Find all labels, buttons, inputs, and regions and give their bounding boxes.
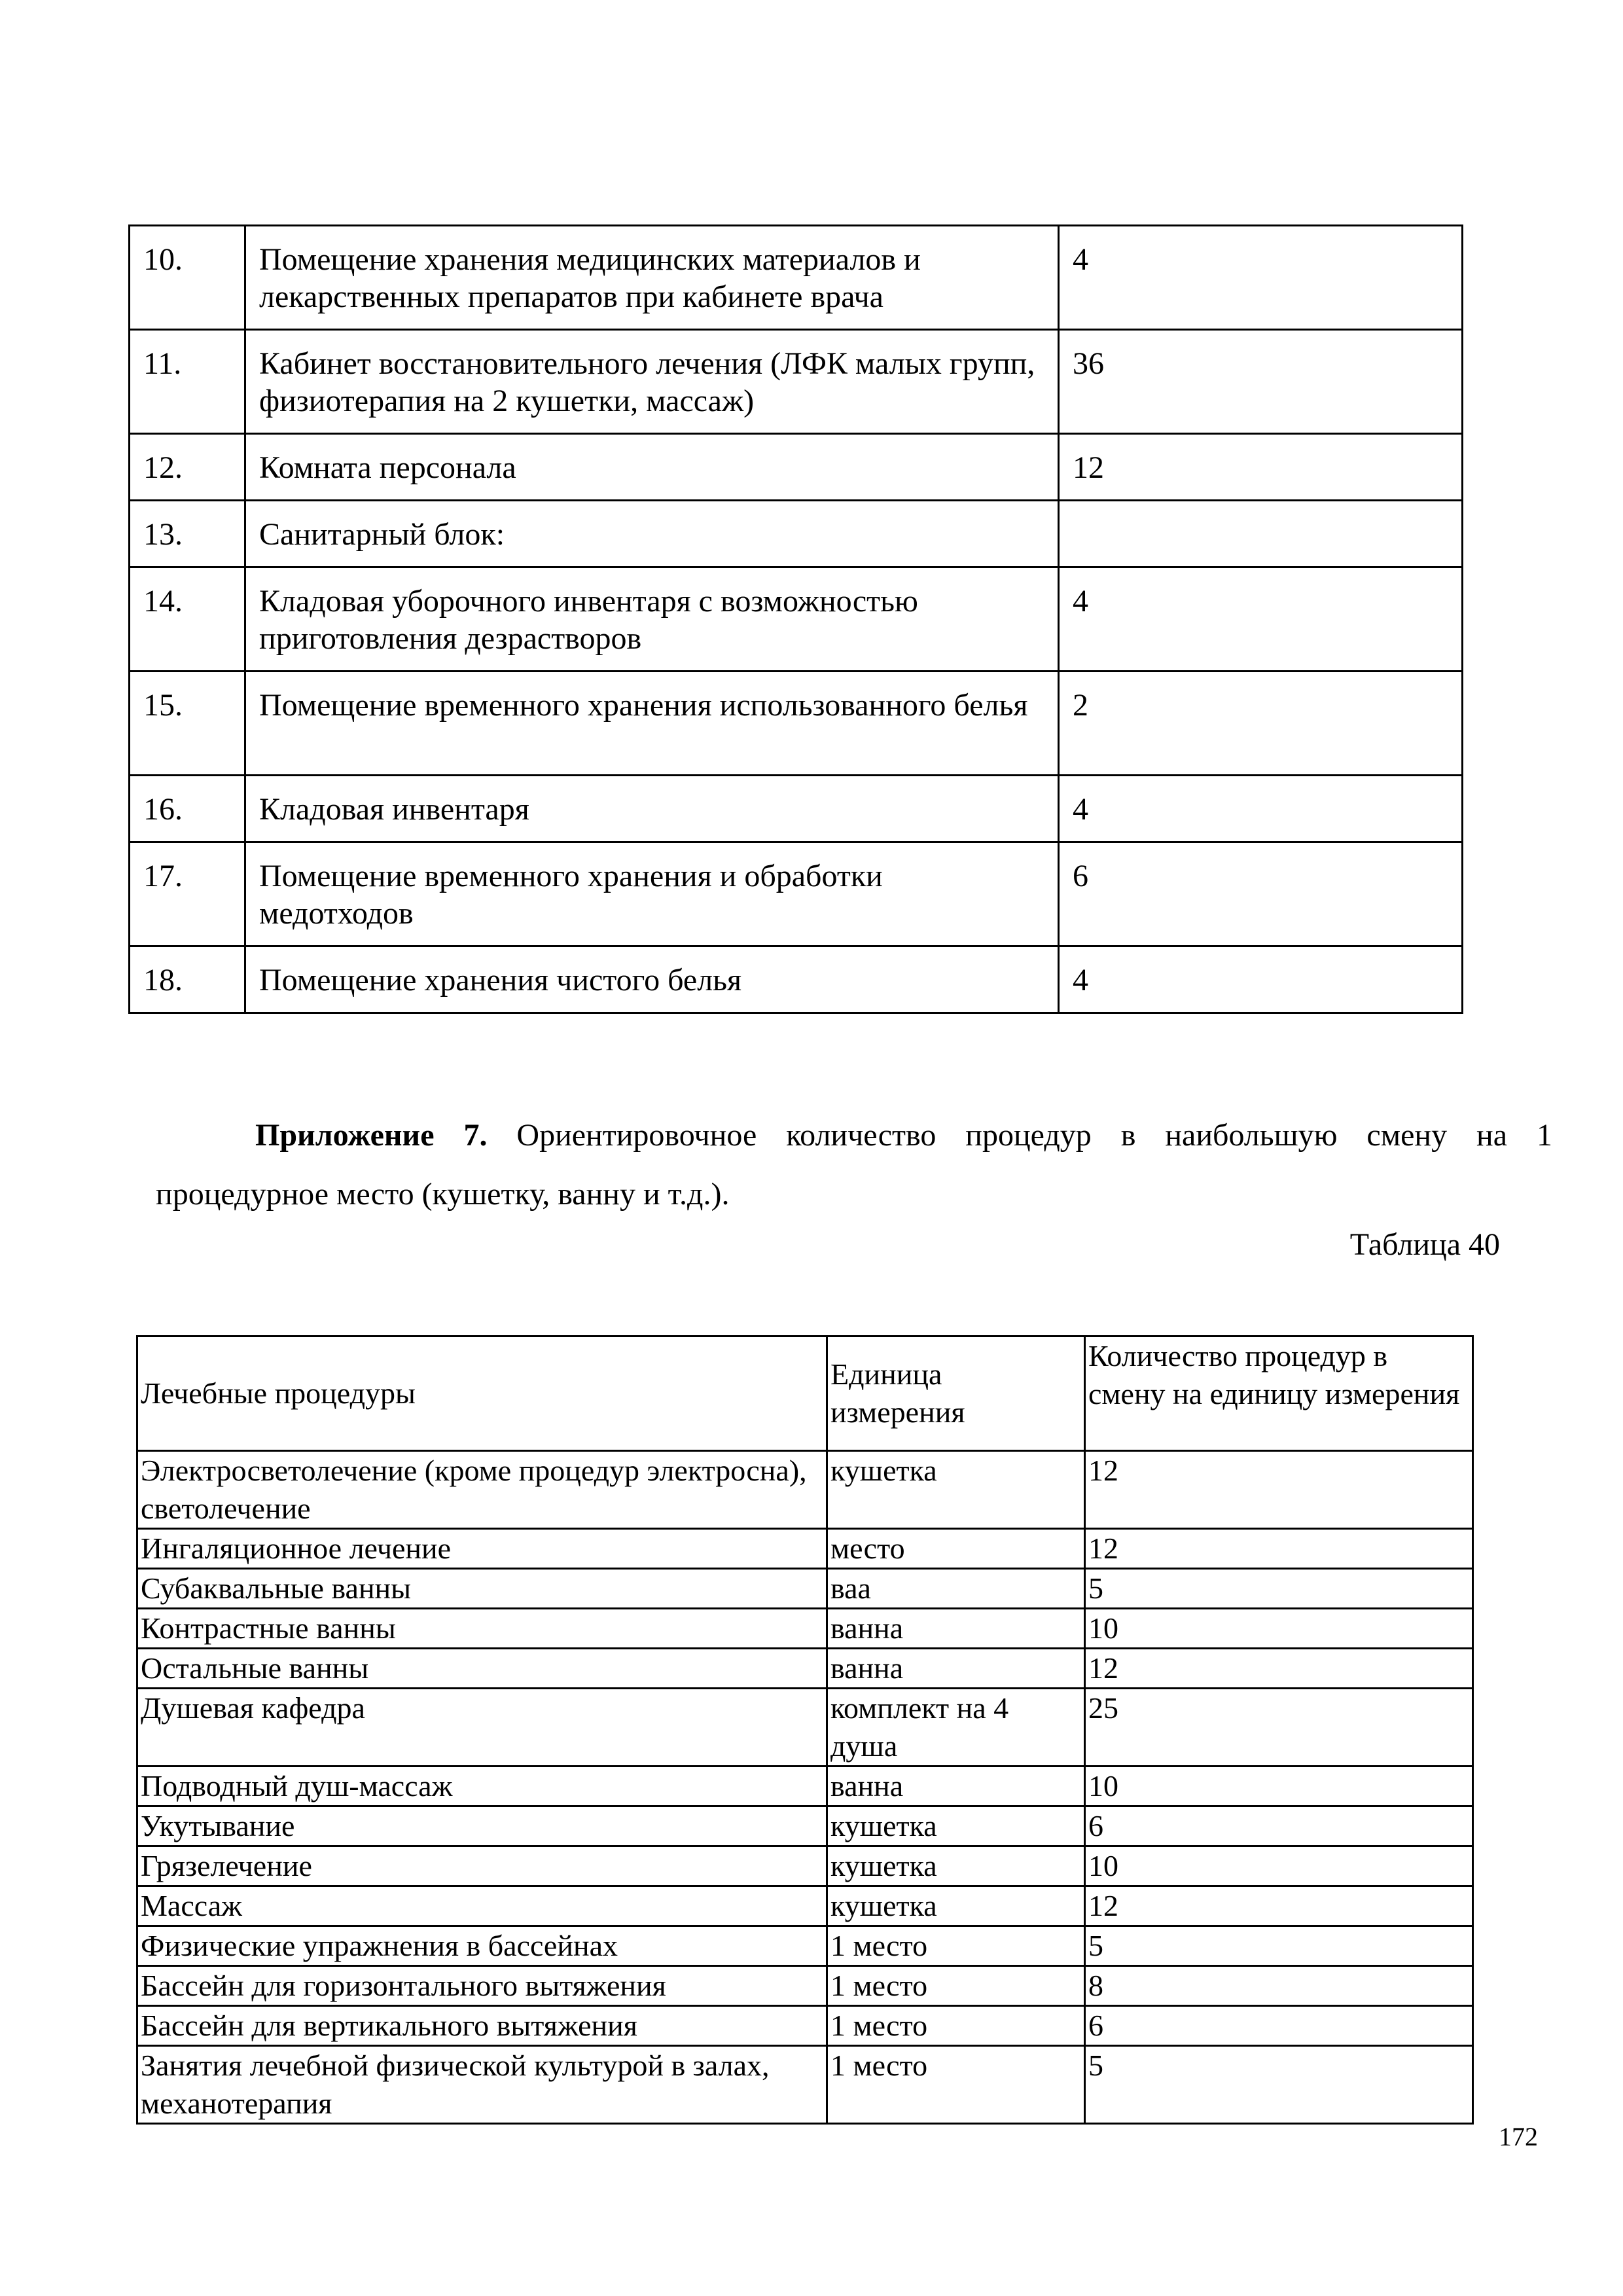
table-row: [130, 776, 1463, 842]
premise-name: Помещение временного хранения использованного белья: [245, 672, 1059, 776]
procedure-name: Электросветолечение (кроме процедур электросна), светолечение: [137, 1451, 827, 1529]
appendix-paragraph: [156, 1106, 1552, 1224]
premise-name: Кабинет восстановительного лечения (ЛФК малых групп, физиотерапия на 2 кушетки, массаж): [245, 330, 1059, 434]
procedure-count: 10: [1085, 1846, 1473, 1886]
premise-area: 12: [1059, 434, 1463, 501]
procedure-name: Контрастные ванны: [137, 1609, 827, 1649]
premise-area: [1059, 501, 1463, 567]
procedure-name: Укутывание: [137, 1806, 827, 1846]
table-row: [137, 1529, 1473, 1569]
premise-name: Помещение временного хранения и обработки медотходов: [245, 842, 1059, 946]
row-number: 14.: [130, 567, 245, 672]
procedure-unit: комплект на 4 душа: [827, 1689, 1085, 1767]
table-row: [137, 2006, 1473, 2046]
procedure-name: Массаж: [137, 1886, 827, 1926]
table-row: [130, 434, 1463, 501]
procedure-unit: 1 место: [827, 2006, 1085, 2046]
procedure-name: Бассейн для вертикального вытяжения: [137, 2006, 827, 2046]
appendix-label: Приложение 7.: [255, 1118, 488, 1153]
premise-name: Санитарный блок:: [245, 501, 1059, 567]
appendix-text-1: Ориентировочное количество процедур в наибольшую смену на 1: [516, 1118, 1552, 1153]
table-row: [137, 1649, 1473, 1689]
table-row: [130, 672, 1463, 776]
procedure-name: Душевая кафедра: [137, 1689, 827, 1767]
premise-name: Помещение хранения медицинских материалов и лекарственных препаратов при кабинете врача: [245, 226, 1059, 330]
table-header-row: [137, 1336, 1473, 1451]
row-number: 18.: [130, 946, 245, 1013]
row-number: 17.: [130, 842, 245, 946]
table-row: [130, 946, 1463, 1013]
procedure-unit: ваа: [827, 1569, 1085, 1609]
table-row: [137, 1846, 1473, 1886]
procedure-count: 5: [1085, 2046, 1473, 2124]
procedure-name: Подводный душ-массаж: [137, 1767, 827, 1806]
procedure-name: Грязелечение: [137, 1846, 827, 1886]
procedure-count: 12: [1085, 1886, 1473, 1926]
table-row: [130, 842, 1463, 946]
page-number: 172: [1499, 2122, 1538, 2151]
procedures-table: [136, 1335, 1474, 2125]
header-unit: Единица измерения: [827, 1336, 1085, 1451]
procedure-unit: кушетка: [827, 1806, 1085, 1846]
table-row: [137, 1689, 1473, 1767]
header-count: Количество процедур в смену на единицу измерения: [1085, 1336, 1473, 1451]
procedure-unit: кушетка: [827, 1451, 1085, 1529]
procedure-name: Ингаляционное лечение: [137, 1529, 827, 1569]
row-number: 12.: [130, 434, 245, 501]
procedure-unit: 1 место: [827, 1966, 1085, 2006]
procedure-unit: кушетка: [827, 1886, 1085, 1926]
procedure-count: 10: [1085, 1609, 1473, 1649]
row-number: 13.: [130, 501, 245, 567]
procedure-unit: 1 место: [827, 1926, 1085, 1966]
premise-name: Кладовая уборочного инвентаря с возможностью приготовления дезрастворов: [245, 567, 1059, 672]
procedure-name: Физические упражнения в бассейнах: [137, 1926, 827, 1966]
premise-name: Комната персонала: [245, 434, 1059, 501]
row-number: 11.: [130, 330, 245, 434]
procedure-count: 10: [1085, 1767, 1473, 1806]
procedure-unit: ванна: [827, 1649, 1085, 1689]
table-row: [137, 1806, 1473, 1846]
procedure-count: 12: [1085, 1529, 1473, 1569]
procedure-count: 12: [1085, 1649, 1473, 1689]
table-row: [130, 330, 1463, 434]
table-row: [130, 501, 1463, 567]
appendix-line-1: [156, 1106, 1552, 1165]
premise-area: 4: [1059, 946, 1463, 1013]
procedure-name: Остальные ванны: [137, 1649, 827, 1689]
procedure-count: 6: [1085, 2006, 1473, 2046]
table-row: [137, 1767, 1473, 1806]
procedure-unit: 1 место: [827, 2046, 1085, 2124]
table-row: [137, 1966, 1473, 2006]
premise-name: Помещение хранения чистого белья: [245, 946, 1059, 1013]
premise-area: 6: [1059, 842, 1463, 946]
procedure-count: 5: [1085, 1926, 1473, 1966]
procedure-count: 5: [1085, 1569, 1473, 1609]
procedure-count: 8: [1085, 1966, 1473, 2006]
row-number: 15.: [130, 672, 245, 776]
procedure-unit: ванна: [827, 1609, 1085, 1649]
procedure-count: 25: [1085, 1689, 1473, 1767]
procedure-unit: место: [827, 1529, 1085, 1569]
table-caption: Таблица 40: [1349, 1227, 1500, 1262]
premise-area: 4: [1059, 776, 1463, 842]
appendix-text-2: процедурное место (кушетку, ванну и т.д.).: [156, 1177, 730, 1211]
table-row: [130, 226, 1463, 330]
row-number: 16.: [130, 776, 245, 842]
procedure-name: Занятия лечебной физической культурой в залах, механотерапия: [137, 2046, 827, 2124]
row-number: 10.: [130, 226, 245, 330]
table-row: [137, 1569, 1473, 1609]
header-procedures: Лечебные процедуры: [137, 1336, 827, 1451]
procedure-unit: ванна: [827, 1767, 1085, 1806]
procedure-count: 6: [1085, 1806, 1473, 1846]
premise-name: Кладовая инвентаря: [245, 776, 1059, 842]
table-row: [130, 567, 1463, 672]
table-row: [137, 1886, 1473, 1926]
premise-area: 4: [1059, 567, 1463, 672]
table-row: [137, 2046, 1473, 2124]
premise-area: 2: [1059, 672, 1463, 776]
premises-area-table: [128, 224, 1463, 1014]
premise-area: 4: [1059, 226, 1463, 330]
procedure-count: 12: [1085, 1451, 1473, 1529]
procedure-name: Бассейн для горизонтального вытяжения: [137, 1966, 827, 2006]
procedure-name: Субаквальные ванны: [137, 1569, 827, 1609]
table-row: [137, 1926, 1473, 1966]
table-row: [137, 1609, 1473, 1649]
premise-area: 36: [1059, 330, 1463, 434]
procedure-unit: кушетка: [827, 1846, 1085, 1886]
table-row: [137, 1451, 1473, 1529]
